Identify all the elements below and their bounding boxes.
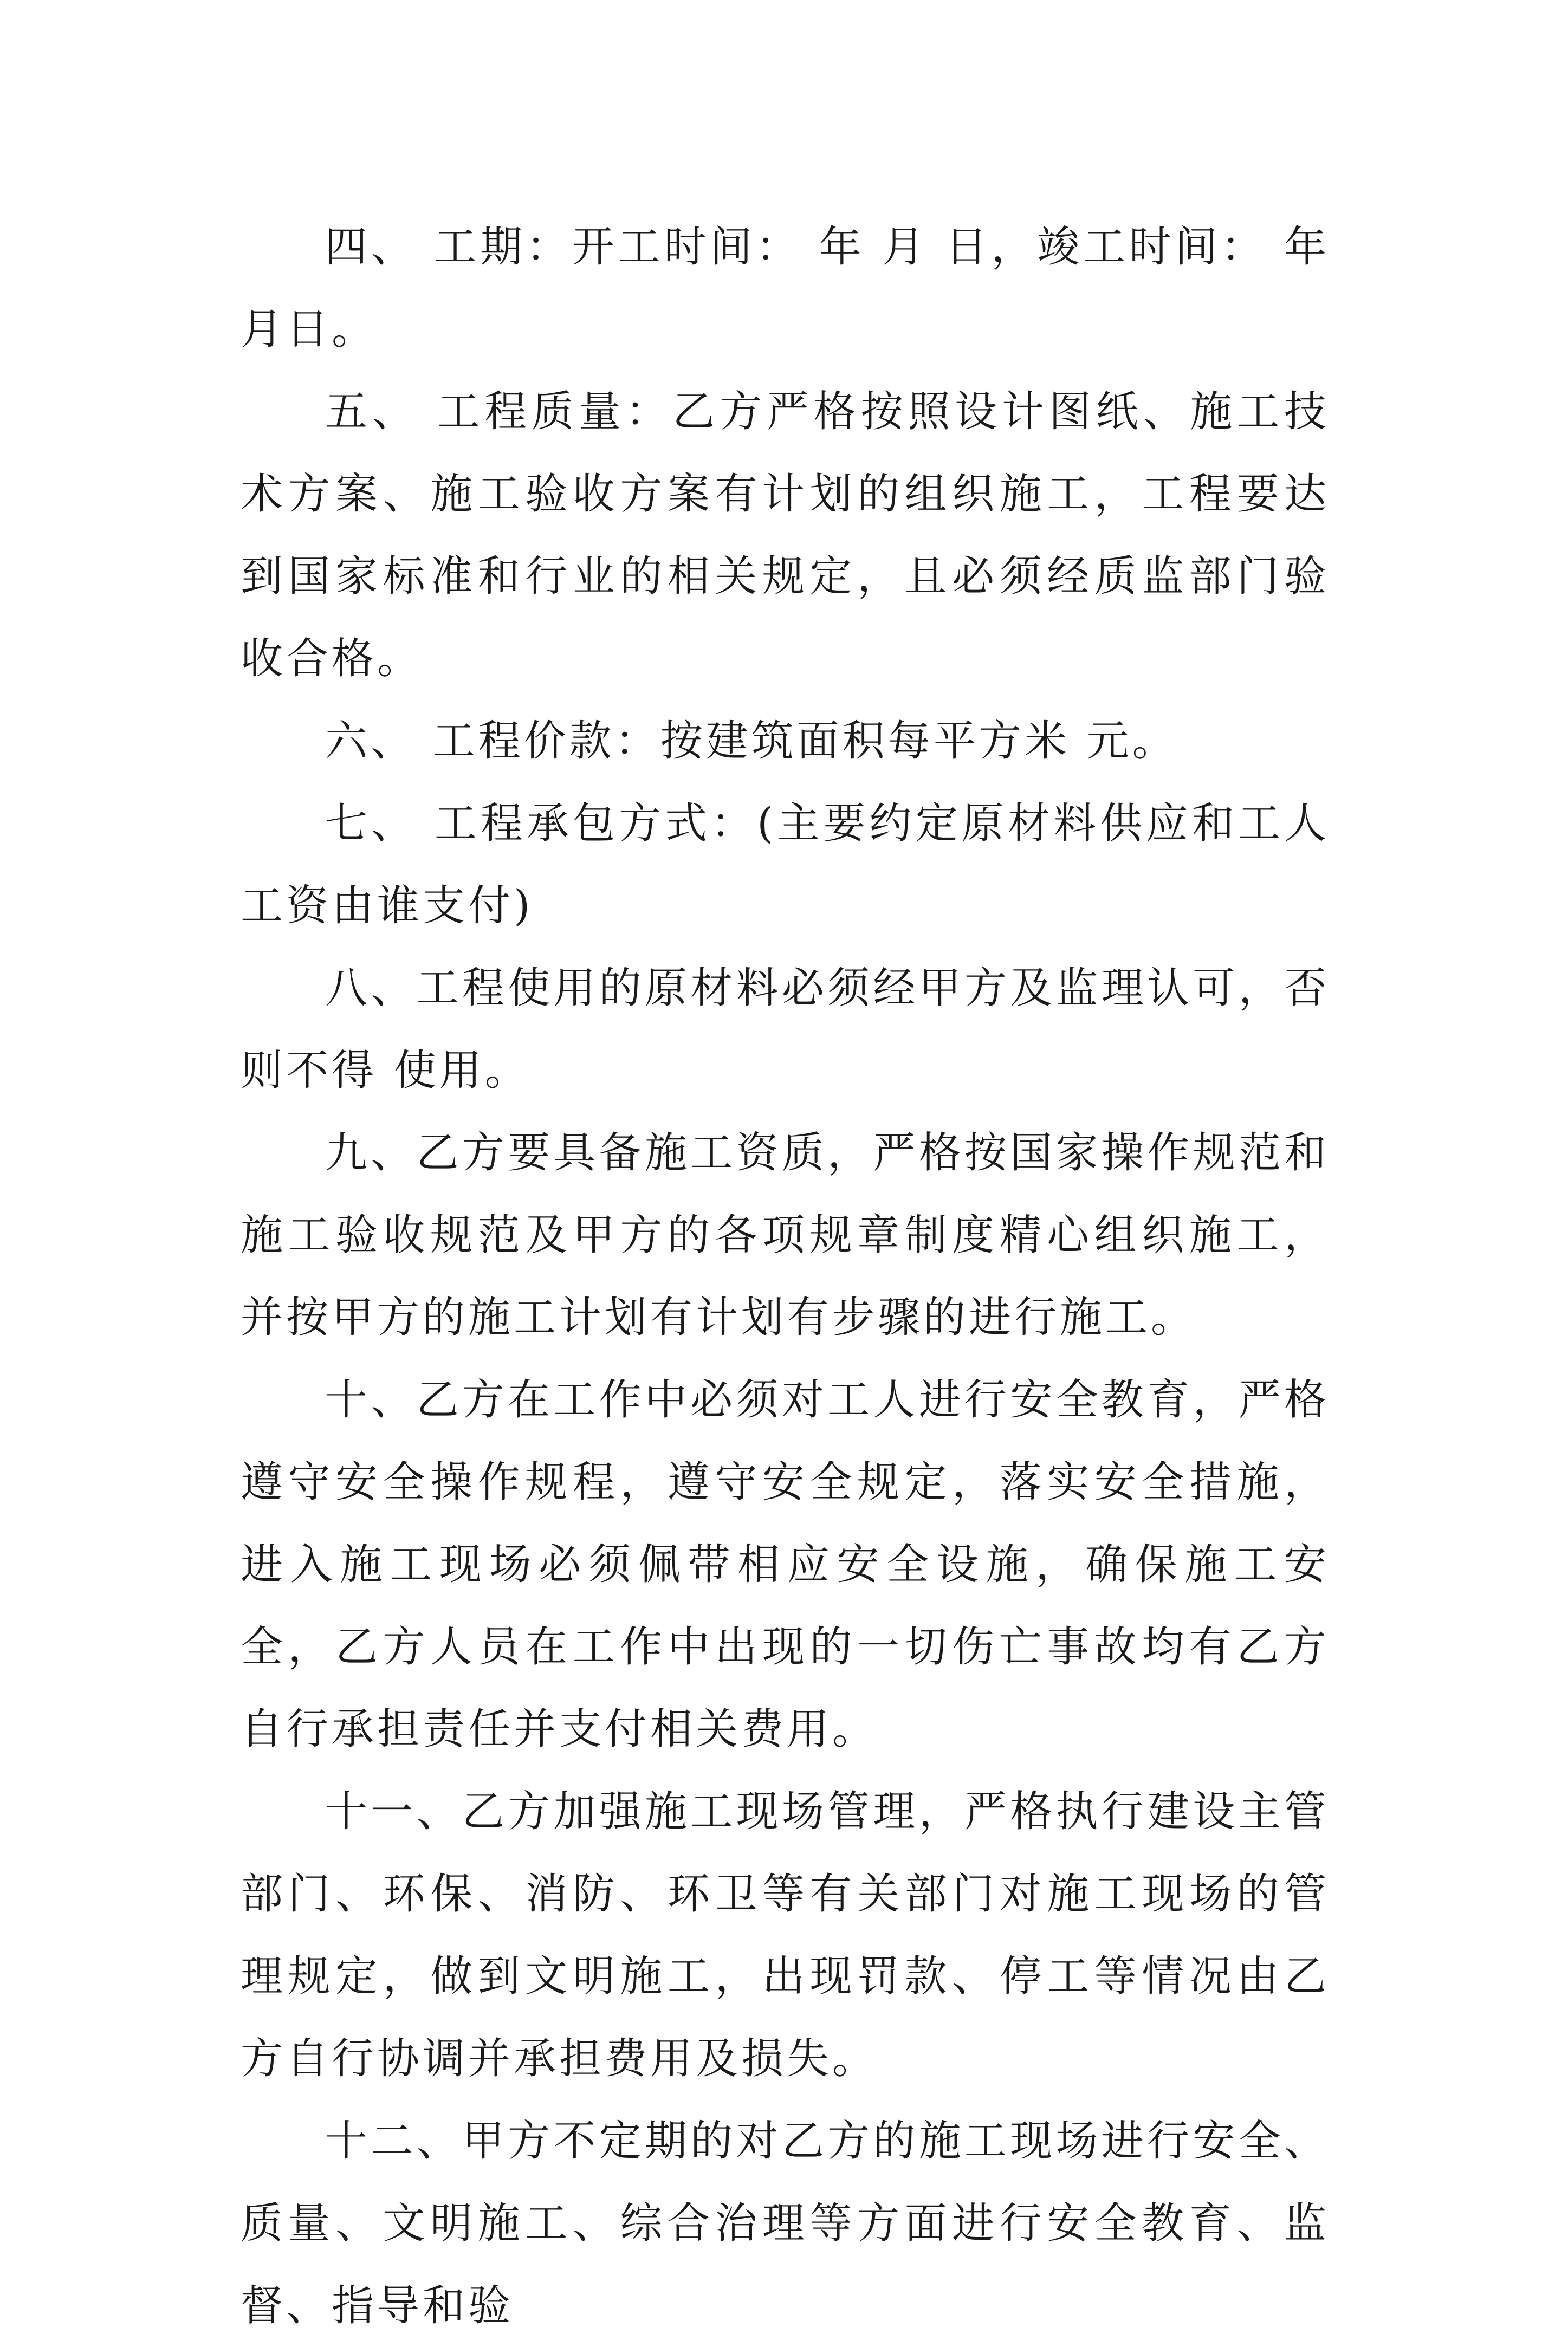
clause-10-safety-education: 十、乙方在工作中必须对工人进行安全教育，严格遵守安全操作规程，遵守安全规定，落实安全措施，进入施工现场必须佩带相应安全设施，确保施工安全，乙方人员在工作中出现的一切伤亡事故均有乙方自行承担责任并支付相关费用。 (241, 1376, 1330, 1754)
clause-11-site-management: 十一、乙方加强施工现场管理，严格执行建设主管部门、环保、消防、环卫等有关部门对施工现场的管理规定，做到文明施工，出现罚款、停工等情况由乙方自行协调并承担费用及损失。 (241, 1787, 1330, 2083)
clause-8-raw-materials: 八、工程使用的原材料必须经甲方及监理认可，否则不得 使用。 (241, 964, 1330, 1095)
document-page (241, 206, 1330, 2347)
clause-12-inspection: 十二、甲方不定期的对乙方的施工现场进行安全、质量、文明施工、综合治理等方面进行安全教育、监督、指导和验 (241, 2117, 1330, 2330)
clause-9-construction-qualification: 九、乙方要具备施工资质，严格按国家操作规范和施工验收规范及甲方的各项规章制度精心组织施工，并按甲方的施工计划有计划有步骤的进行施工。 (241, 1129, 1330, 1342)
clause-4-construction-period: 四、 工期：开工时间： 年 月 日，竣工时间： 年 月日。 (241, 223, 1330, 354)
clause-6-construction-price: 六、 工程价款：按建筑面积每平方米 元。 (325, 717, 1178, 766)
clause-5-construction-quality: 五、 工程质量：乙方严格按照设计图纸、施工技术方案、施工验收方案有计划的组织施工，工程要达到国家标准和行业的相关规定，且必须经质监部门验收合格。 (241, 387, 1330, 683)
clause-7-contract-method: 七、 工程承包方式：(主要约定原材料供应和工人工资由谁支付) (241, 799, 1330, 930)
